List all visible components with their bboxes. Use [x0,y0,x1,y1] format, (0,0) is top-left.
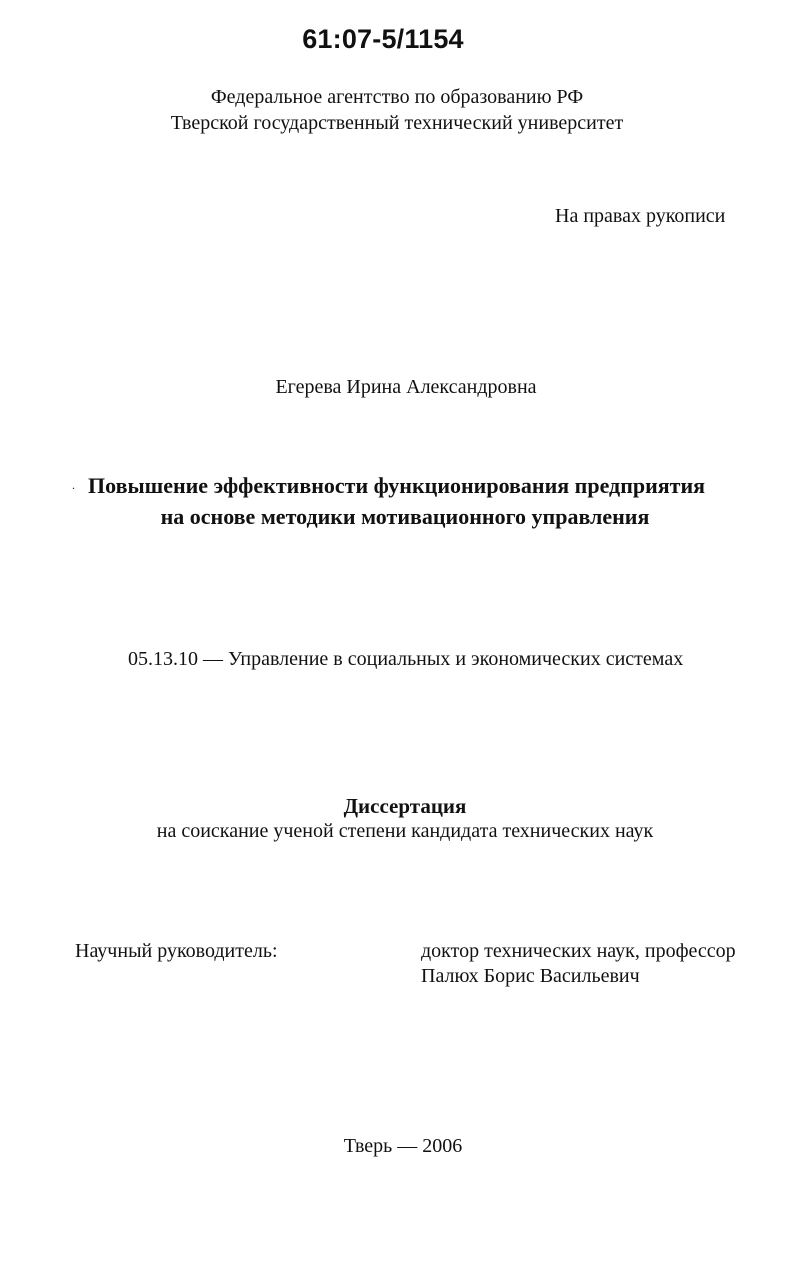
advisor-name: Палюх Борис Васильевич [421,965,640,987]
dissertation-title-line-2: на основе методики мотивационного управления [160,504,650,529]
advisor-label: Научный руководитель: [75,940,278,962]
advisor-title: доктор технических наук, профессор [421,940,736,962]
dissertation-title-line-1: Повышение эффективности функционирования предприятия [88,473,706,498]
degree-description: на соискание ученой степени кандидата технических наук [156,820,654,842]
author-name: Егерева Ирина Александровна [275,376,537,398]
agency-name: Федеральное агентство по образованию РФ [210,86,584,108]
stray-dot-mark: . [72,478,75,492]
city-year: Тверь — 2006 [343,1135,463,1157]
document-type: Диссертация [343,794,467,818]
university-name: Тверской государственный технический университет [170,112,624,134]
rights-note: На правах рукописи [555,205,726,227]
specialty-code: 05.13.10 — Управление в социальных и экономических системах [128,648,684,670]
archive-code: 61:07-5/1154 [302,24,464,54]
